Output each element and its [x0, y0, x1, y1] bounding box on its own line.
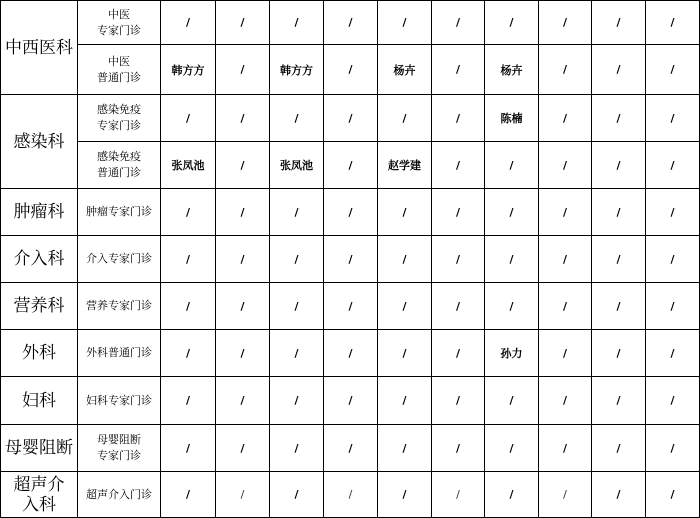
empty-slot-cell: / — [432, 330, 485, 377]
empty-slot-cell: / — [646, 472, 700, 518]
department-cell: 妇科 — [1, 377, 78, 425]
empty-slot-cell: / — [161, 1, 216, 45]
empty-slot-cell: / — [324, 425, 378, 472]
empty-slot-cell: / — [539, 45, 592, 95]
empty-slot-cell: / — [592, 45, 646, 95]
empty-slot-cell: / — [646, 142, 700, 189]
empty-slot-cell: / — [216, 189, 270, 236]
empty-slot-cell: / — [485, 283, 539, 330]
empty-slot-cell: / — [539, 142, 592, 189]
empty-slot-cell: / — [432, 1, 485, 45]
clinic-cell: 介入专家门诊 — [78, 236, 161, 283]
table-row — [1, 45, 700, 95]
doctor-cell: 孙力 — [485, 330, 539, 377]
empty-slot-cell: / — [324, 472, 378, 518]
empty-slot-cell: / — [378, 95, 432, 142]
empty-slot-cell: / — [485, 189, 539, 236]
table-row — [1, 283, 700, 330]
doctor-cell: 韩方方 — [270, 45, 324, 95]
empty-slot-cell: / — [378, 472, 432, 518]
clinic-cell: 肿瘤专家门诊 — [78, 189, 161, 236]
empty-slot-cell: / — [432, 283, 485, 330]
empty-slot-cell: / — [161, 236, 216, 283]
clinic-cell: 超声介入门诊 — [78, 472, 161, 518]
doctor-cell: 陈楠 — [485, 95, 539, 142]
empty-slot-cell: / — [592, 330, 646, 377]
schedule-body — [1, 1, 700, 518]
empty-slot-cell: / — [216, 45, 270, 95]
empty-slot-cell: / — [485, 142, 539, 189]
empty-slot-cell: / — [216, 1, 270, 45]
empty-slot-cell: / — [646, 377, 700, 425]
empty-slot-cell: / — [539, 1, 592, 45]
doctor-cell: 赵学建 — [378, 142, 432, 189]
empty-slot-cell: / — [646, 1, 700, 45]
empty-slot-cell: / — [539, 377, 592, 425]
empty-slot-cell: / — [485, 236, 539, 283]
clinic-cell: 中医 专家门诊 — [78, 1, 161, 45]
empty-slot-cell: / — [592, 377, 646, 425]
empty-slot-cell: / — [432, 95, 485, 142]
empty-slot-cell: / — [646, 236, 700, 283]
clinic-cell: 外科普通门诊 — [78, 330, 161, 377]
empty-slot-cell: / — [592, 283, 646, 330]
department-cell: 超声介 入科 — [1, 472, 78, 518]
empty-slot-cell: / — [216, 283, 270, 330]
empty-slot-cell: / — [270, 472, 324, 518]
department-cell: 中西医科 — [1, 1, 78, 95]
empty-slot-cell: / — [646, 330, 700, 377]
empty-slot-cell: / — [324, 142, 378, 189]
empty-slot-cell: / — [432, 189, 485, 236]
empty-slot-cell: / — [161, 283, 216, 330]
table-row — [1, 236, 700, 283]
doctor-cell: 张凤池 — [161, 142, 216, 189]
empty-slot-cell: / — [485, 425, 539, 472]
clinic-cell: 感染免疫 普通门诊 — [78, 142, 161, 189]
empty-slot-cell: / — [378, 1, 432, 45]
department-cell: 外科 — [1, 330, 78, 377]
empty-slot-cell: / — [324, 283, 378, 330]
empty-slot-cell: / — [592, 425, 646, 472]
empty-slot-cell: / — [378, 377, 432, 425]
empty-slot-cell: / — [324, 330, 378, 377]
doctor-cell: 杨卉 — [378, 45, 432, 95]
doctor-cell: 韩方方 — [161, 45, 216, 95]
empty-slot-cell: / — [539, 472, 592, 518]
table-row — [1, 425, 700, 472]
empty-slot-cell: / — [485, 377, 539, 425]
empty-slot-cell: / — [216, 425, 270, 472]
empty-slot-cell: / — [161, 425, 216, 472]
empty-slot-cell: / — [592, 95, 646, 142]
empty-slot-cell: / — [592, 142, 646, 189]
department-cell: 感染科 — [1, 95, 78, 189]
empty-slot-cell: / — [592, 236, 646, 283]
table-row — [1, 472, 700, 518]
empty-slot-cell: / — [485, 472, 539, 518]
empty-slot-cell: / — [592, 472, 646, 518]
empty-slot-cell: / — [539, 236, 592, 283]
empty-slot-cell: / — [270, 236, 324, 283]
empty-slot-cell: / — [216, 330, 270, 377]
empty-slot-cell: / — [378, 330, 432, 377]
empty-slot-cell: / — [646, 283, 700, 330]
table-row — [1, 377, 700, 425]
department-cell: 营养科 — [1, 283, 78, 330]
empty-slot-cell: / — [324, 45, 378, 95]
empty-slot-cell: / — [270, 189, 324, 236]
clinic-cell: 中医 普通门诊 — [78, 45, 161, 95]
doctor-cell: 杨卉 — [485, 45, 539, 95]
empty-slot-cell: / — [216, 236, 270, 283]
empty-slot-cell: / — [539, 189, 592, 236]
empty-slot-cell: / — [646, 425, 700, 472]
empty-slot-cell: / — [592, 1, 646, 45]
clinic-cell: 母婴阻断 专家门诊 — [78, 425, 161, 472]
empty-slot-cell: / — [378, 425, 432, 472]
table-row — [1, 330, 700, 377]
empty-slot-cell: / — [324, 95, 378, 142]
empty-slot-cell: / — [378, 236, 432, 283]
empty-slot-cell: / — [270, 330, 324, 377]
empty-slot-cell: / — [161, 330, 216, 377]
empty-slot-cell: / — [646, 45, 700, 95]
empty-slot-cell: / — [216, 142, 270, 189]
empty-slot-cell: / — [270, 425, 324, 472]
empty-slot-cell: / — [270, 1, 324, 45]
empty-slot-cell: / — [324, 377, 378, 425]
empty-slot-cell: / — [432, 377, 485, 425]
empty-slot-cell: / — [432, 472, 485, 518]
empty-slot-cell: / — [324, 236, 378, 283]
table-row — [1, 1, 700, 45]
empty-slot-cell: / — [539, 95, 592, 142]
empty-slot-cell: / — [646, 95, 700, 142]
clinic-cell: 营养专家门诊 — [78, 283, 161, 330]
empty-slot-cell: / — [592, 189, 646, 236]
table-row — [1, 142, 700, 189]
empty-slot-cell: / — [539, 330, 592, 377]
empty-slot-cell: / — [539, 425, 592, 472]
department-cell: 肿瘤科 — [1, 189, 78, 236]
table-row — [1, 95, 700, 142]
empty-slot-cell: / — [432, 142, 485, 189]
empty-slot-cell: / — [270, 377, 324, 425]
empty-slot-cell: / — [378, 283, 432, 330]
empty-slot-cell: / — [485, 1, 539, 45]
clinic-cell: 感染免疫 专家门诊 — [78, 95, 161, 142]
empty-slot-cell: / — [539, 283, 592, 330]
empty-slot-cell: / — [432, 425, 485, 472]
empty-slot-cell: / — [161, 377, 216, 425]
empty-slot-cell: / — [324, 189, 378, 236]
department-cell: 母婴阻断 — [1, 425, 78, 472]
table-row — [1, 189, 700, 236]
empty-slot-cell: / — [216, 472, 270, 518]
department-cell: 介入科 — [1, 236, 78, 283]
empty-slot-cell: / — [270, 283, 324, 330]
empty-slot-cell: / — [378, 189, 432, 236]
empty-slot-cell: / — [216, 377, 270, 425]
empty-slot-cell: / — [432, 45, 485, 95]
empty-slot-cell: / — [216, 95, 270, 142]
empty-slot-cell: / — [432, 236, 485, 283]
empty-slot-cell: / — [161, 95, 216, 142]
empty-slot-cell: / — [161, 189, 216, 236]
empty-slot-cell: / — [324, 1, 378, 45]
doctor-cell: 张凤池 — [270, 142, 324, 189]
clinic-cell: 妇科专家门诊 — [78, 377, 161, 425]
empty-slot-cell: / — [646, 189, 700, 236]
empty-slot-cell: / — [270, 95, 324, 142]
empty-slot-cell: / — [161, 472, 216, 518]
